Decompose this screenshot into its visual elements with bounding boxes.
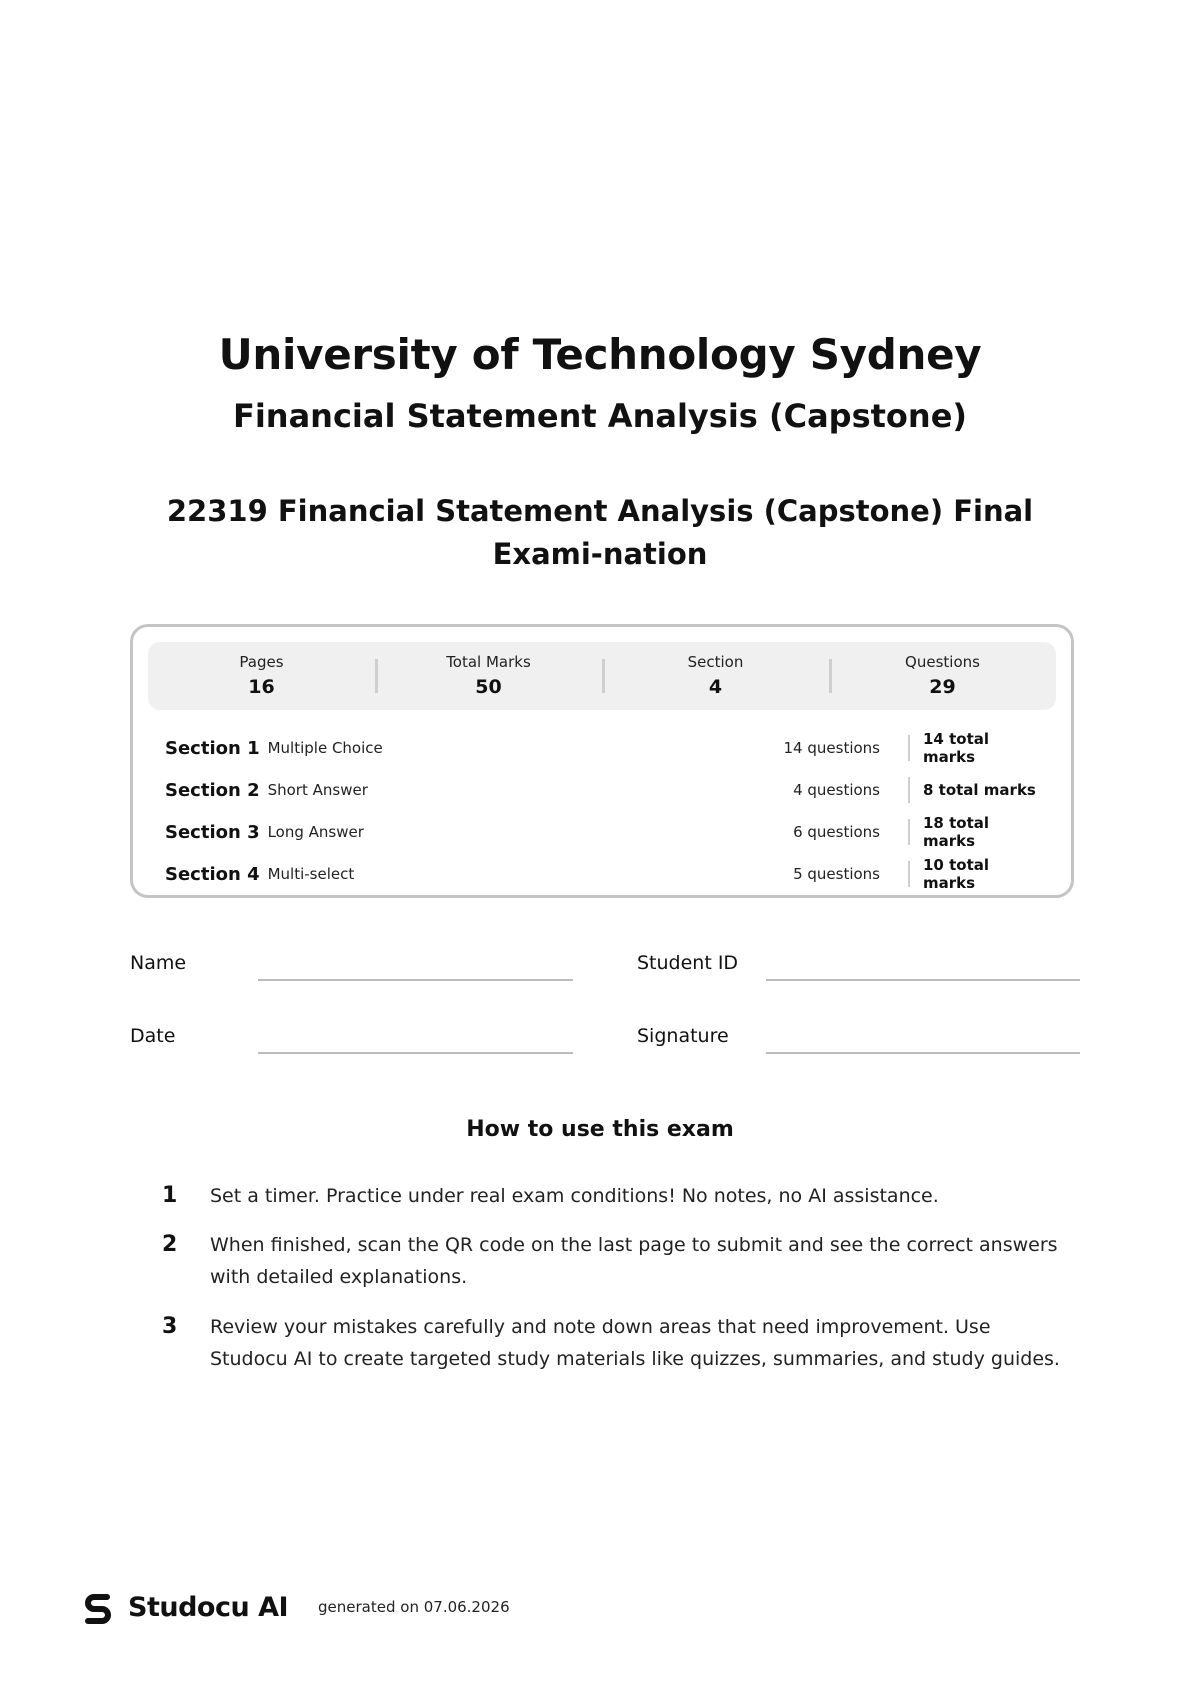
stat-value: 4: [708, 676, 723, 698]
step-text: Set a timer. Practice under real exam conditions! No notes, no AI assistance.: [210, 1185, 939, 1207]
stat-label: Section: [687, 653, 744, 671]
section-question-count: 4 questions: [793, 781, 880, 799]
name-label: Name: [130, 952, 187, 974]
howto-step: [162, 1180, 1062, 1212]
section-divider: [908, 777, 910, 803]
stat-label: Questions: [905, 653, 980, 671]
section-divider: [908, 819, 910, 845]
footer: [80, 1585, 510, 1629]
stat-pages: [148, 651, 375, 701]
stat-label: Total Marks: [446, 653, 531, 671]
stat-value: 50: [475, 676, 502, 698]
section-row: [165, 727, 1045, 769]
exam-stats-bar: [148, 642, 1056, 710]
section-type: Multi-select: [267, 865, 355, 883]
step-number: 2: [162, 1232, 178, 1257]
section-marks: 14 total marks: [923, 730, 990, 766]
howto-heading: How to use this exam: [466, 1117, 734, 1142]
date-field[interactable]: [258, 1052, 573, 1054]
section-row: [165, 811, 1045, 853]
section-name: Section 2: [165, 779, 260, 801]
step-number: 1: [162, 1183, 178, 1208]
exam-title: 22319 Financial Statement Analysis (Capstone) Final Exami-nation: [166, 494, 1034, 571]
stat-section: [602, 651, 829, 701]
section-name: Section 3: [165, 821, 260, 843]
section-type: Long Answer: [267, 823, 364, 841]
section-question-count: 6 questions: [793, 823, 880, 841]
section-type: Short Answer: [267, 781, 368, 799]
stat-value: 29: [929, 676, 956, 698]
step-number: 3: [162, 1314, 178, 1339]
step-text: When finished, scan the QR code on the last page to submit and see the correct answers with detailed explanations.: [210, 1234, 1058, 1288]
course-title: Financial Statement Analysis (Capstone): [232, 397, 968, 435]
section-name: Section 4: [165, 863, 260, 885]
student-id-label: Student ID: [637, 952, 739, 974]
brand-name: Studocu AI: [128, 1591, 289, 1623]
section-question-count: 5 questions: [793, 865, 880, 883]
exam-summary-card: [130, 624, 1074, 898]
name-field[interactable]: [258, 979, 573, 981]
university-name: University of Technology Sydney: [218, 330, 982, 379]
section-question-count: 14 questions: [783, 739, 880, 757]
howto-step: [162, 1229, 1062, 1293]
studocu-logo-icon: [80, 1589, 116, 1625]
section-type: Multiple Choice: [267, 739, 383, 757]
section-divider: [908, 861, 910, 887]
section-name: Section 1: [165, 737, 260, 759]
step-text: Review your mistakes carefully and note down areas that need improvement. Use Studocu AI to create targeted study materials like quizzes, summaries, and study guides.: [210, 1316, 1060, 1370]
section-marks: 8 total marks: [923, 781, 1036, 799]
howto-step: [162, 1311, 1062, 1375]
section-divider: [908, 735, 910, 761]
signature-field[interactable]: [766, 1052, 1080, 1054]
date-label: Date: [130, 1025, 176, 1047]
stat-value: 16: [248, 676, 275, 698]
stat-questions: [829, 651, 1056, 701]
section-marks: 10 total marks: [923, 856, 990, 892]
stat-label: Pages: [239, 653, 284, 671]
section-row: [165, 769, 1045, 811]
generated-date: generated on 07.06.2026: [318, 1598, 510, 1616]
signature-label: Signature: [637, 1025, 729, 1047]
stat-total-marks: [375, 651, 602, 701]
student-id-field[interactable]: [766, 979, 1080, 981]
section-row: [165, 853, 1045, 895]
section-list: [165, 727, 1045, 895]
section-marks: 18 total marks: [923, 814, 990, 850]
